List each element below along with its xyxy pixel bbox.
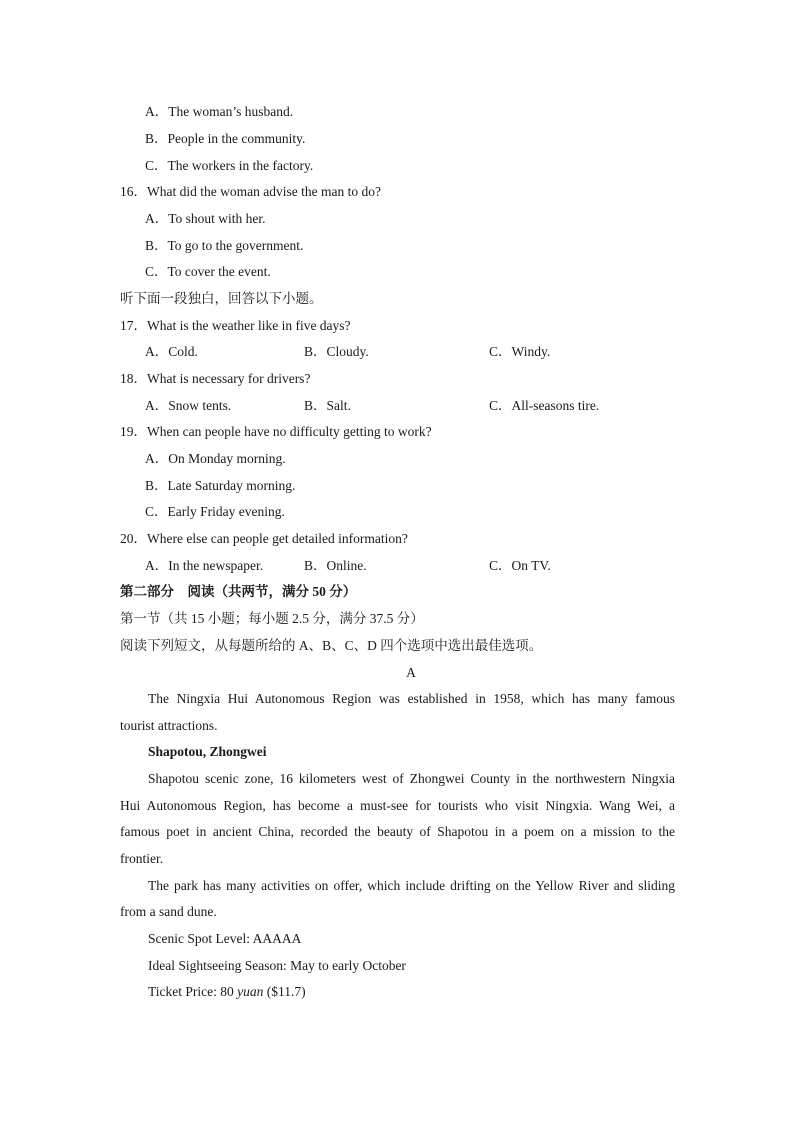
passage-p1-line2: tourist attractions. <box>120 718 218 733</box>
passage-p3-line1: The park has many activities on offer, which include drifting on the Yellow River and sliding <box>148 878 675 893</box>
passage-p2-line3: famous poet in ancient China, recorded the beauty of Shapotou in a poem on a mission to the <box>120 824 675 839</box>
section1-heading: 第一节（共 15 小题；每小题 2.5 分，满分 37.5 分） <box>120 611 424 626</box>
q18-option-c: C．All-seasons tire. <box>489 398 600 413</box>
q18-option-b: B．Salt. <box>304 398 351 413</box>
passage-letter: A <box>406 665 416 680</box>
passage-p1-line1: The Ningxia Hui Autonomous Region was established in 1958, which has many famous <box>148 691 675 706</box>
q16-option-c: C．To cover the event. <box>145 264 271 279</box>
passage-p2-line1: Shapotou scenic zone, 16 kilometers west of Zhongwei County in the northwestern Ningxia <box>148 771 675 786</box>
q15-option-b: B．People in the community. <box>145 131 306 146</box>
sightseeing-season: Ideal Sightseeing Season: May to early October <box>148 958 406 973</box>
ticket-price-suffix: ($11.7) <box>263 984 306 999</box>
passage-p2-line4: frontier. <box>120 851 164 866</box>
q17-option-c: C．Windy. <box>489 344 551 359</box>
monologue-instruction: 听下面一段独白，回答以下小题。 <box>120 291 323 306</box>
scenic-level: Scenic Spot Level: AAAAA <box>148 931 302 946</box>
q16-stem: 16．What did the woman advise the man to do? <box>120 184 381 199</box>
q15-option-a: A．The woman’s husband. <box>145 104 294 119</box>
passage-p3-line2: from a sand dune. <box>120 904 217 919</box>
q19-option-c: C．Early Friday evening. <box>145 504 285 519</box>
q18-option-a: A．Snow tents. <box>145 398 232 413</box>
q16-option-a: A．To shout with her. <box>145 211 266 226</box>
q19-stem: 19．When can people have no difficulty getting to work? <box>120 424 432 439</box>
passage-subheading: Shapotou, Zhongwei <box>148 744 267 759</box>
q17-option-a: A．Cold. <box>145 344 198 359</box>
reading-instruction: 阅读下列短文，从每题所给的 A、B、C、D 四个选项中选出最佳选项。 <box>120 638 543 653</box>
ticket-price-currency: yuan <box>237 984 264 999</box>
part2-heading: 第二部分 阅读（共两节，满分 50 分） <box>120 584 357 599</box>
q15-option-c: C．The workers in the factory. <box>145 158 314 173</box>
q17-option-b: B．Cloudy. <box>304 344 369 359</box>
q19-option-a: A．On Monday morning. <box>145 451 286 466</box>
ticket-price <box>148 983 306 1001</box>
q17-stem: 17．What is the weather like in five days? <box>120 318 351 333</box>
q18-stem: 18．What is necessary for drivers? <box>120 371 311 386</box>
q16-option-b: B．To go to the government. <box>145 238 304 253</box>
q20-option-b: B．Online. <box>304 558 367 573</box>
q20-stem: 20．Where else can people get detailed information? <box>120 531 408 546</box>
q20-option-a: A．In the newspaper. <box>145 558 264 573</box>
passage-p2-line2: Hui Autonomous Region, has become a must-see for tourists who visit Ningxia. Wang Wei, a <box>120 798 675 813</box>
ticket-price-prefix: Ticket Price: 80 <box>148 984 238 999</box>
q20-option-c: C．On TV. <box>489 558 551 573</box>
q19-option-b: B．Late Saturday morning. <box>145 478 296 493</box>
